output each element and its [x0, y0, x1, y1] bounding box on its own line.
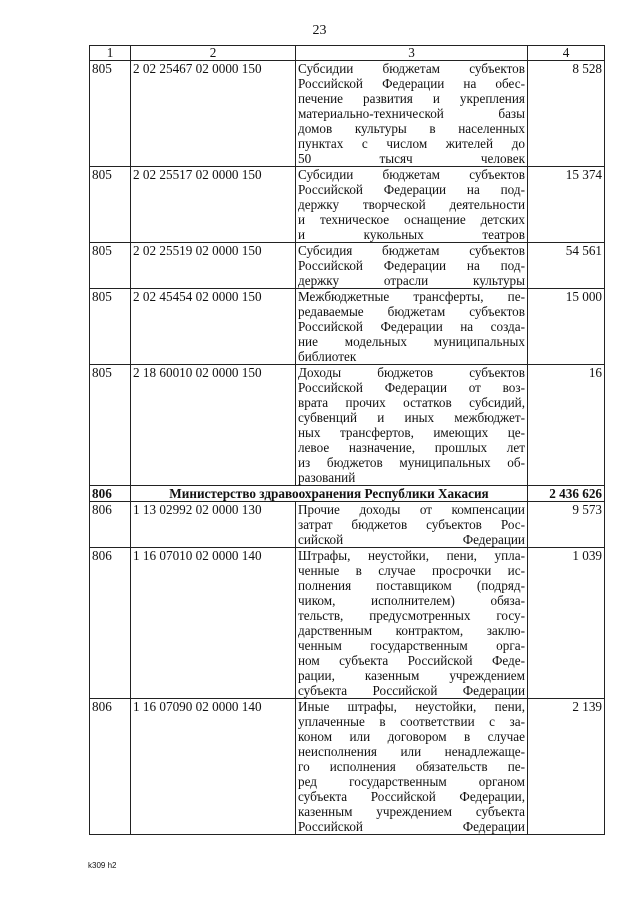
admin-code-cell: 806	[90, 699, 131, 835]
description-line: коном или договором в случае	[298, 729, 525, 744]
description-line: и кукольных театров	[298, 227, 525, 242]
budget-code-cell: 2 02 25467 02 0000 150	[131, 61, 296, 167]
amount-cell: 1 039	[528, 548, 605, 699]
admin-code-cell: 805	[90, 289, 131, 365]
amount-cell: 8 528	[528, 61, 605, 167]
description-line: домов культуры в населенных	[298, 121, 525, 136]
description-line: Прочие доходы от компенсации	[298, 502, 525, 517]
description-line: казенным учреждением субъекта	[298, 804, 525, 819]
description-line: субвенций и иных межбюджет-	[298, 410, 525, 425]
table-row	[90, 365, 605, 486]
budget-code-cell: 2 02 45454 02 0000 150	[131, 289, 296, 365]
description-line: сийской Федерации	[298, 532, 525, 547]
description-line: материально-технической базы	[298, 106, 525, 121]
table-row	[90, 289, 605, 365]
column-header: 1	[90, 46, 131, 61]
description-line: Доходы бюджетов субъектов	[298, 365, 525, 380]
admin-code-cell: 806	[90, 548, 131, 699]
table-row	[90, 61, 605, 167]
table-body-ministry-culture	[90, 61, 605, 486]
admin-code-cell: 805	[90, 167, 131, 243]
description-cell	[296, 289, 528, 365]
amount-cell: 9 573	[528, 502, 605, 548]
description-cell	[296, 365, 528, 486]
description-line: держку отрасли культуры	[298, 273, 525, 288]
description-line: ченные в случае просрочки ис-	[298, 563, 525, 578]
description-cell	[296, 699, 528, 835]
description-line: рации, казенным учреждением	[298, 668, 525, 683]
section-row	[90, 486, 605, 502]
amount-cell: 2 139	[528, 699, 605, 835]
table-header-row	[90, 46, 605, 61]
description-cell	[296, 61, 528, 167]
description-line: го исполнения обязательств пе-	[298, 759, 525, 774]
admin-code-cell: 806	[90, 486, 131, 502]
description-line: затрат бюджетов субъектов Рос-	[298, 517, 525, 532]
description-line: 50 тысяч человек	[298, 151, 525, 166]
section-title: Министерство здравоохранения Республики Хакасия	[131, 486, 528, 502]
budget-table	[89, 45, 605, 835]
table-row	[90, 167, 605, 243]
budget-code-cell: 1 16 07010 02 0000 140	[131, 548, 296, 699]
description-line: держку творческой деятельности	[298, 197, 525, 212]
table-row	[90, 243, 605, 289]
admin-code-cell: 806	[90, 502, 131, 548]
description-cell	[296, 502, 528, 548]
table-row	[90, 502, 605, 548]
budget-code-cell: 1 16 07090 02 0000 140	[131, 699, 296, 835]
description-line: чиком, исполнителем) обяза-	[298, 593, 525, 608]
description-line: Иные штрафы, неустойки, пени,	[298, 699, 525, 714]
description-line: левое назначение, прошлых лет	[298, 440, 525, 455]
amount-cell: 54 561	[528, 243, 605, 289]
description-line: Межбюджетные трансферты, пе-	[298, 289, 525, 304]
description-cell	[296, 548, 528, 699]
description-line: ных трансфертов, имеющих це-	[298, 425, 525, 440]
description-line: Субсидии бюджетам субъектов	[298, 167, 525, 182]
footer-code: k309 h2	[88, 861, 117, 870]
description-line: печение развития и укрепления	[298, 91, 525, 106]
description-line: субъекта Российской Федерации	[298, 683, 525, 698]
description-line: Штрафы, неустойки, пени, упла-	[298, 548, 525, 563]
budget-code-cell: 2 18 60010 02 0000 150	[131, 365, 296, 486]
page-number: 23	[312, 23, 327, 38]
budget-code-cell: 2 02 25517 02 0000 150	[131, 167, 296, 243]
description-line: Российской Федерации на обес-	[298, 76, 525, 91]
description-line: Российской Федерации на под-	[298, 182, 525, 197]
budget-code-cell: 2 02 25519 02 0000 150	[131, 243, 296, 289]
description-line: из бюджетов муниципальных об-	[298, 455, 525, 470]
description-line: субъекта Российской Федерации,	[298, 789, 525, 804]
description-line: ред государственным органом	[298, 774, 525, 789]
description-line: Российской Федерации на созда-	[298, 319, 525, 334]
description-line: дарственным контрактом, заклю-	[298, 623, 525, 638]
description-line: редаваемые бюджетам субъектов	[298, 304, 525, 319]
amount-cell: 16	[528, 365, 605, 486]
description-line: пунктах с числом жителей до	[298, 136, 525, 151]
column-header: 2	[131, 46, 296, 61]
description-cell	[296, 167, 528, 243]
description-cell	[296, 243, 528, 289]
description-line: Российской Федерации	[298, 819, 525, 834]
description-line: неисполнения или ненадлежаще-	[298, 744, 525, 759]
admin-code-cell: 805	[90, 365, 131, 486]
budget-code-cell: 1 13 02992 02 0000 130	[131, 502, 296, 548]
table-row	[90, 548, 605, 699]
description-line: ном субъекта Российской Феде-	[298, 653, 525, 668]
description-line: разований	[298, 470, 356, 485]
description-line: полнения поставщиком (подряд-	[298, 578, 525, 593]
description-line: Субсидия бюджетам субъектов	[298, 243, 525, 258]
table-body-ministry-health	[90, 502, 605, 835]
description-line: Субсидии бюджетам субъектов	[298, 61, 525, 76]
table-row	[90, 699, 605, 835]
amount-cell: 15 000	[528, 289, 605, 365]
column-header: 3	[296, 46, 528, 61]
description-line: ние модельных муниципальных	[298, 334, 525, 349]
amount-cell: 15 374	[528, 167, 605, 243]
description-line: Российской Федерации от воз-	[298, 380, 525, 395]
description-line: и техническое оснащение детских	[298, 212, 525, 227]
admin-code-cell: 805	[90, 61, 131, 167]
column-header: 4	[528, 46, 605, 61]
description-line: библиотек	[298, 349, 357, 364]
amount-cell: 2 436 626	[528, 486, 605, 502]
description-line: ченным государственным орга-	[298, 638, 525, 653]
description-line: Российской Федерации на под-	[298, 258, 525, 273]
description-line: тельств, предусмотренных госу-	[298, 608, 525, 623]
description-line: врата прочих остатков субсидий,	[298, 395, 525, 410]
description-line: уплаченные в соответствии с за-	[298, 714, 525, 729]
table-body-section	[90, 486, 605, 502]
admin-code-cell: 805	[90, 243, 131, 289]
